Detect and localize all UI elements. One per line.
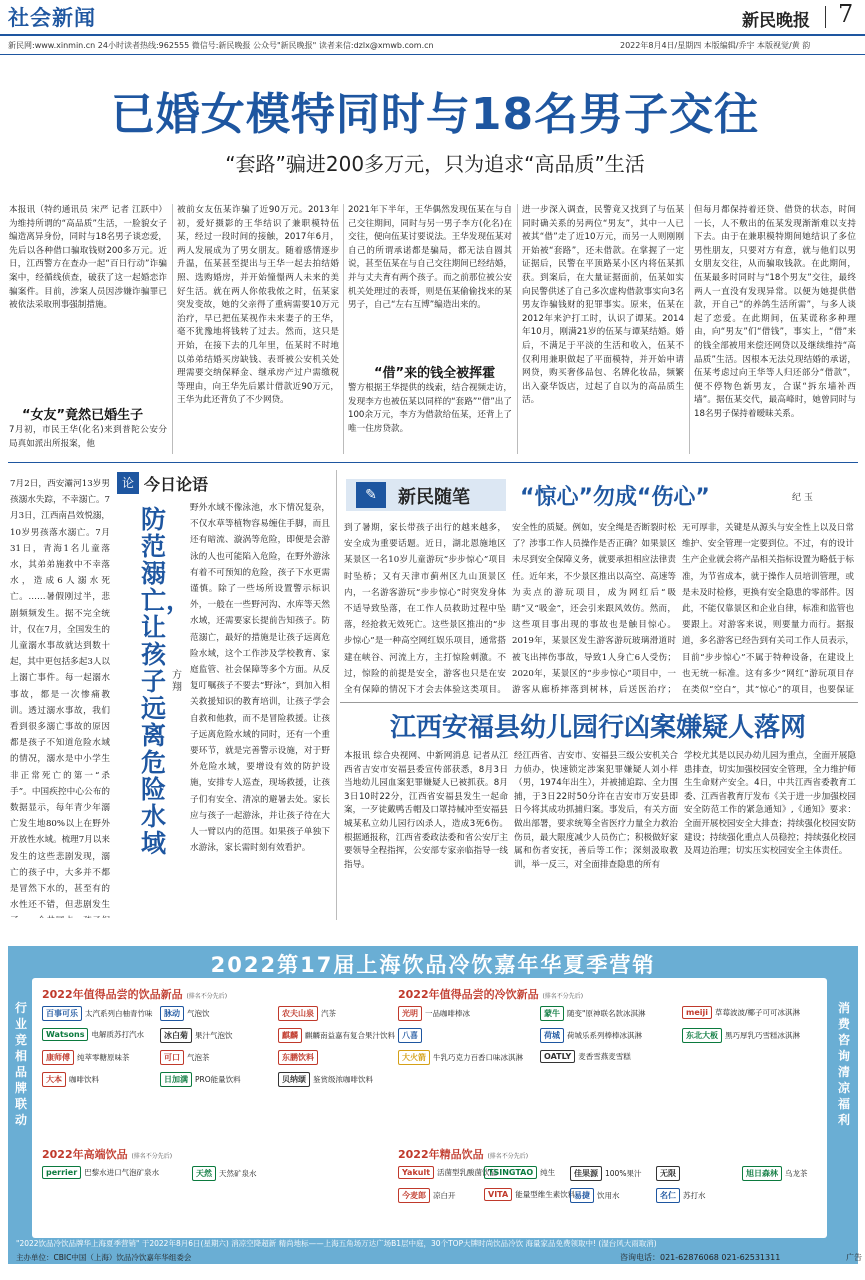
essay-author: 纪 玉 — [792, 493, 813, 503]
product-name: 牛乳巧克力百香口味冰淇淋 — [433, 1053, 523, 1062]
article-column-5: 但每月都保持着还贷、借贷的状态，时间一长，人不敷出的伍某发现渐渐难以支持下去。由于在兼职模特期间她结识了多位男性朋友，只要对方有意，就与他们以男女朋友交往，从而骗取钱款。在此期间，伍某最多时同时与“18个男友”交往，最终两人一直没有发现异常。以便为她提供借款，开自己“的养鸽生活所需”，与多人谈起了恋爱。在此期间，伍某谎称多种理由，向“男友”们“借钱”，事实上，“借”来的钱全部被用来偿还网贷以及继续维持“高品质”生活。因根本无法兑现结婚的承诺，伍某考虑过向王华等人归还部分“借款”，便不停物色新男友，合谋“拆东墙补西墙”。据伍某交代，最高峰时，她曾同时与18名男子保持着暧昧关系。 — [694, 205, 856, 419]
ad-category-heading — [42, 986, 227, 1002]
product-name: 汽茶 — [321, 1009, 336, 1018]
product-name: 鉴赏级浓咖啡饮料 — [313, 1075, 373, 1084]
essay-column-1: 到了暑期，家长带孩子出行的越来越多，安全成为重要话题。近日，湖北恩施地区某景区一名10岁儿童游玩“步步惊心”项目时坠桥；又有天津市蓟州区九山顶景区内，一名游客游玩“步步惊心”时突发身体不适导致坠落，在工作人员救助过程中坠落，经抢救无效死亡。这些景区推出的“步步惊心”是一种高空网红娱乐项目，通常搭建在峡谷、河流上方，主打惊险刺激。不过，惊险的前提是安全，游客也只是在安全有保障的情况下才会去体验这类项目。 — [344, 523, 506, 696]
article-subhead: “套路”骗进200多万元，只为追求“高品质”生活 — [225, 152, 645, 176]
product-name: 草莓波波/椰子可可冰淇淋 — [715, 1008, 801, 1017]
ad-category-note: (排名不分先后) — [487, 1153, 529, 1160]
comment-title: 防范溺亡，让孩子远离危险水域 — [141, 505, 192, 858]
ad-side-slogan-right: 消费咨询 清凉福利 — [837, 1001, 850, 1127]
essay-label: 新民随笔 — [398, 487, 470, 508]
ad-tag: 广告 — [846, 1253, 862, 1262]
ad-product-item — [398, 1188, 456, 1203]
ad-product-item — [540, 1050, 631, 1063]
article-column-3b: 警方根据王华提供的线索，结合视频走访，发现李方也被伍某以同样的“套路”“借”出了100余万元，李方为借款给伍某，还背上了唯一住房贷款。 — [348, 383, 512, 434]
brand-logo: meiji — [682, 1006, 712, 1019]
brand-logo: 大本 — [42, 1072, 66, 1087]
article-headline: 已婚女模特同时与18名男子交往 — [110, 89, 760, 140]
news-column-3: 学校尤其是以民办幼儿园为重点，全面开展隐患排查，切实加强校园安全管理，全力维护师生生命财产安全。4日，中共江西省委教育工委、江西省教育厅发布《关于进一步加强校园安全防范工作的紧急通知》,《通知》要求：全面开展校园安全大排查；持续强化校园安防建设；持续强化重点人员稳控；持续强化校园及周边治理；切实压实校园安全主体责任。 — [684, 751, 856, 857]
ad-phone: 咨询电话：021-62876068 021-62531311 — [620, 1253, 781, 1262]
product-name: 饮用水 — [597, 1191, 620, 1200]
ad-product-item — [278, 1028, 395, 1043]
product-name: 气泡饮 — [187, 1009, 210, 1018]
comment-author: 方翔 — [172, 670, 182, 693]
ad-category-text: 2022年高端饮品 — [42, 1148, 128, 1161]
ad-category-text: 2022年值得品尝的冷饮新品 — [398, 988, 539, 1001]
product-name: 麦香雪燕麦雪糕 — [578, 1052, 631, 1061]
brand-logo: 可口 — [160, 1050, 184, 1065]
ad-product-item — [656, 1166, 683, 1181]
comment-column-1: 7月2日，西安灞河13岁男孩溺水失踪，不幸溺亡。7月3日，江西南昌效悦溺，10岁男孩落水溺亡。7月31日，青海1名儿童落水，其弟弟施救中不幸落水，造成6人溺水死亡。……暑假刚过半，悲剧频频发生。据不完全统计，仅在7月，全国发生的儿童溺水事故就达到数十起，其中更包括多起3人以上溺亡事件。每一起溺水事故，都是一次惨痛教训。透过溺水事故，我们看到很多溺亡事故的原因都是孩子不知道危险水域的情况，溺水是中小学生非正常死亡的第一“杀手”。中国疾控中心公布的数据显示，每年青少年溺亡发生地80%以上在野外开放性水域。梳理7月以来发生的这些悲剧发现，溺亡的孩子中，大多并不都是冒然下水的，甚至有的水性还不错，但悲剧发生 — [10, 479, 110, 911]
ad-product-item — [192, 1166, 257, 1181]
brand-logo: Yakult — [398, 1166, 434, 1179]
article-subheading-1: “女友”竟然已婚生子 — [22, 408, 144, 423]
brand-logo: 脉动 — [160, 1006, 184, 1021]
ad-product-item — [570, 1166, 641, 1181]
ad-side-slogan-left: 行业竞相 品牌联动 — [14, 1001, 27, 1127]
header-rule — [0, 34, 865, 36]
ad-product-item — [682, 1028, 800, 1043]
ad-product-item — [160, 1006, 210, 1021]
column-rule — [172, 204, 173, 454]
brand-logo: 冰白菊 — [160, 1028, 192, 1043]
product-name: 天然矿泉水 — [219, 1169, 257, 1178]
column-rule — [343, 204, 344, 454]
section-rule — [8, 462, 858, 463]
section-name: 社会新闻 — [8, 6, 96, 30]
ad-product-item — [398, 1050, 523, 1065]
product-name: 随变"原神联名款冰淇淋 — [567, 1009, 646, 1018]
comment-column-2: 野外水域不像泳池，水下情况复杂，不仅水草等植物容易缠住手脚，而且还有暗流、漩涡等危险，即便是会游泳的人也可能陷入危险，在野外游泳有着不可预知的危险，孩子下水更需谨慎。除了一些场所设置警示标识外，一般在一些野河沟、水库等天然水域，还需要家长提前告知孩子。防范溺亡，最好的措施是让孩子远离危险水域，这个工作涉及学校教育、家庭监管、社会保障等多个方面。从反复叮嘱孩子不要去“野泳”，到加入相关救援知识的教育培训，让孩子学会自救和他救，而不是冒险救援。让孩子远离危险水域的同时，还有一个重要环节，就是完善警示设施，对于野外危险水域，要增设有效的防护设施，安排专人巡查，现场救援，让孩子们有安全、清凉的避暑去处。家长应与孩子一起游泳，并让孩子待在大人一臂以内的范围。如果孩子单独下水游泳，家长需时刻有效看护。 — [190, 503, 330, 854]
ad-product-item — [540, 1028, 642, 1043]
brand-logo: 贝纳颂 — [278, 1072, 310, 1087]
news-column-1: 本报讯 综合央视网、中新网消息 记者从江西省吉安市安福县委宣传部获悉，8月3日当地幼儿园血案犯罪嫌疑人已被抓获。8月3日10时22分，江西省安福县发生一起命案，一歹徒戴鸭舌帽及口罩持械冲至安福县城某私立幼儿园行凶杀人，造成3死6伤。根据通报称，江西省委政法委和省公安厅主要领导全程指挥，公安部专家亲临指导一线指导。 — [344, 751, 508, 870]
ad-product-item — [656, 1188, 706, 1203]
brand-logo: 光明 — [398, 1006, 422, 1021]
brand-logo: 蒙牛 — [540, 1006, 564, 1021]
ad-product-item — [742, 1166, 808, 1181]
paper-name: 新民晚报 — [742, 11, 810, 31]
ad-product-item — [42, 1166, 159, 1179]
brand-logo: perrier — [42, 1166, 81, 1179]
product-name: 巴黎水进口气泡矿泉水 — [84, 1168, 160, 1177]
date-editor-info: 2022年8月4日/星期四 本版编辑/乔宇 本版视觉/黄 韵 — [620, 41, 811, 50]
brand-logo: Watsons — [42, 1028, 88, 1041]
brand-logo: VITA — [484, 1188, 512, 1201]
ad-product-item — [398, 1028, 425, 1043]
ad-product-item — [484, 1188, 575, 1201]
ad-product-item — [682, 1006, 800, 1019]
article-column-1: 本报讯（特约通讯员 宋严 记者 江跃中）为维持所谓的“高品质”生活，一脸貌女子编造离异身份，同时与18名男子谈恋爱，先后以各种借口骗取钱财200多万元。近日，江西警方在查办一起“百日行动”诈骗案中，经循线侦查，破获了这一起婚恋诈骗案件。目前，涉案人员因涉嫌诈骗罪已被依法采取刑事强制措施。 — [9, 205, 167, 311]
ad-category-text: 2022年值得品尝的饮品新品 — [42, 988, 183, 1001]
ad-product-item — [570, 1188, 620, 1203]
product-name: 电解质苏打汽水 — [91, 1030, 144, 1039]
brand-logo: 康师傅 — [42, 1050, 74, 1065]
article-column-2: 被前女友伍某诈骗了近90万元。2013年初，爱好摄影的王华结识了兼职模特伍某，经过一段时间的接触，2017年6月，两人发展成为了男女朋友。随着感情逐步升温，伍某甚至提出与王华一起去拍结婚照、选购婚房，并开始憧憬两人未来的美好生活。就在两人你侬我侬之时，伍某家突发变故，她的父亲得了重病需要10万元治疗，早已把伍某视作未来妻子的王华，毫不犹豫地将钱转了过去。然而，这只是开始，在接下去的几年里，伍某时不时地以弟弟结婚买房缺钱、表哥被公安机关处理需要交纳保释金、继承房产过户需缴税等理由，向王华先后累计借款近90万元，王华为此还背负了不少网贷。 — [177, 205, 339, 406]
column-rule — [689, 204, 690, 454]
column-label: 今日论语 — [144, 475, 209, 494]
brand-logo: 易捷 — [570, 1188, 594, 1203]
news-headline: 江西安福县幼儿园行凶案嫌疑人落网 — [389, 713, 806, 743]
page-number: 7 — [838, 0, 854, 28]
brand-logo: 八喜 — [398, 1028, 422, 1043]
ad-product-item — [160, 1050, 210, 1065]
article-column-4: 进一步深入调查，民警竟又找到了与伍某同时确关系的另两位“男友”，其中一人已被其“借”走了近10万元，而另一人则刚刚开始被“套路”，还未借款。在掌握了一定证据后，民警在平顶路某小区内将伍某抓获。到案后，在大量证据面前，伍某如实向民警供述了自己多次虚构借款事实向3名男友诈骗钱财的犯罪事实。原来，伍某在2012年来沪打工时，认识了谭某。2014年10月，刚满21岁的伍某与谭某结婚。婚后，不满足于平淡的生活和收入，伍某不仅利用兼职做起了平面模特，并开始申请网贷，购买奢侈品包、名牌化妆品，频繁出入豪华饭店，过起了自以为的高品质生活。 — [522, 205, 684, 406]
product-name: 一品咖啡棒冰 — [425, 1009, 470, 1018]
brand-logo: 荷城 — [540, 1028, 564, 1043]
ad-organizer: 主办单位：CBIC中国（上海）饮品冷饮嘉年华组委会 — [16, 1253, 192, 1262]
brand-logo: 日加满 — [160, 1072, 192, 1087]
ad-title: 2022第17届上海饮品冷饮嘉年华夏季营销 — [210, 953, 656, 977]
ad-product-item — [160, 1072, 241, 1087]
product-name: 能量型维生素饮料 — [515, 1190, 576, 1199]
ad-product-item — [278, 1006, 336, 1021]
ad-product-item — [42, 1072, 99, 1087]
product-name: 荷城乐系列棒棒冰淇淋 — [567, 1031, 642, 1040]
masthead-info: 新民网:www.xinmin.cn 24小时读者热线:962555 微信号:新民晚报 公众号"新民晚报" 读者来信:dzlx@xmwb.com.cn — [8, 41, 434, 50]
essay-column-3: 无可厚非，关键是从源头与安全性上以及日常维护、安全管理一定要到位。不过，有的设计生产企业就会将产品相关指标设置为略低于标准，为节省成本，就于操作人员培训管理，或是未及时检修，更换有安全隐患的零部件。因此，不能仅靠景区和企业自律，标准和监管也要跟上。对游客来说，则要量力而行。据报道，多名游客已经告到有关司工作人员表示，目前“步步惊心”不属于特种设备，在建设上也无统一标准。这有多少“网红”游玩项目存在类似“空白”，其“惊心”的项目，也要保证 — [682, 523, 854, 696]
product-name: 气泡茶 — [187, 1053, 210, 1062]
product-name: 苏打水 — [683, 1191, 706, 1200]
brand-logo: 天然 — [192, 1166, 216, 1181]
ad-category-note: (排名不分先后) — [186, 993, 228, 1000]
product-name: 麒麟南益嘉有复合果汁饮料 — [305, 1031, 395, 1040]
news-column-2: 经江西省、吉安市、安福县三级公安机关合力侦办，快速锁定涉案犯罪嫌疑人刘小样（男，1974年出生），并被捕追踪、全力围捕，于3日22时50分许在吉安市万安县即日今将其成功抓捕归案。事发后，有关方面做出部署，要求统筹全省医疗力量全力救治伤员，最大限度减少人员伤亡；积极做好家属和伤者安抚，善后等工作；深刻汲取教训，举一反三，对全面排查隐患的所有 — [514, 751, 678, 870]
product-name: 乌龙茶 — [785, 1169, 808, 1178]
product-name: 果汁气泡饮 — [195, 1031, 233, 1040]
brand-logo: 百事可乐 — [42, 1006, 82, 1021]
brand-logo: 农夫山泉 — [278, 1006, 318, 1021]
article-column-1b: 7月初，市民王华(化名)来到普陀公安分局真如派出所报案，他 — [9, 425, 167, 449]
header-divider — [825, 6, 826, 28]
ad-event-notice: "2022饮品冷饮品牌华上海夏季营销" 于2022年8月6日(星期六) 消凉空降超新 精尚地标——上海五角场万达广场B1层中庭，30个TOP大牌时尚饮品冷饮 海量家品免费领取中! (湿台风大雨取消) — [16, 1239, 657, 1248]
product-name: 凉白开 — [433, 1191, 456, 1200]
ad-product-item — [278, 1050, 321, 1065]
product-name: 咖啡饮料 — [69, 1075, 99, 1084]
ad-product-item — [398, 1166, 497, 1179]
article-column-3: 2021年下半年，王华偶然发现伍某在与自己交往期间，同时与另一男子李方(化名)在交往，便向伍某讨要说法。王华发现伍某对自己的所谓承诺都是骗局，都无法自圆其说，甚至伍某在与自己交往期间已经结婚，并与丈夫育有两个孩子。而之前那位被公安机关处理过的表哥，则是伍某偷偷找来的某男子，自己“左右互博”编造出来的。 — [348, 205, 512, 311]
column-rule — [517, 204, 518, 454]
brand-logo: 东鹏饮料 — [278, 1050, 318, 1065]
brand-logo: 名仁 — [656, 1188, 680, 1203]
ad-category-text: 2022年精品饮品 — [398, 1148, 484, 1161]
ad-category-heading — [398, 1146, 528, 1162]
column-rule — [336, 470, 337, 920]
brand-logo: 大火箭 — [398, 1050, 430, 1065]
ad-category-heading — [42, 1146, 172, 1162]
product-name: 100%果汁 — [605, 1169, 642, 1178]
pen-icon: ✎ — [356, 482, 386, 508]
ad-product-item — [484, 1166, 555, 1179]
section-rule — [340, 702, 858, 703]
ad-category-note: (排名不分先后) — [131, 1153, 173, 1160]
brand-logo: TSINGTAO — [484, 1166, 537, 1179]
product-name: 纯生 — [540, 1168, 556, 1177]
essay-column-2: 安全性的质疑。例如，安全绳是否断裂时松了？涉事工作人员操作是否正确？如果景区未尽到安全保障义务，就要承担相应法律责任。近年来，不少景区推出以高空、高速等为卖点的游玩项目，成为网红后“吸睛”又“吸金”，还会引来跟风效仿。然而，这些项目事出现的事故也是触目惊心。2019年，某景区发生游客游玩玻璃滑道时被飞出摔伤事故，导致1人身亡6人受伤；2020年，某景区的“步步惊心”项目中，一游客从廊桥摔落到树林，后送医治疗； — [512, 523, 676, 696]
ad-product-item — [278, 1072, 373, 1087]
brand-logo: 麒麟 — [278, 1028, 302, 1043]
brand-logo: 今麦郎 — [398, 1188, 430, 1203]
ad-product-item — [42, 1028, 144, 1041]
info-rule — [0, 54, 865, 55]
brand-logo: 佳果源 — [570, 1166, 602, 1181]
article-subheading-2: “借”来的钱全被挥霍 — [374, 366, 496, 381]
product-name: 黑巧厚乳巧雪糕冰淇淋 — [725, 1031, 800, 1040]
essay-title: “惊心”勿成“伤心” — [520, 485, 710, 510]
brand-logo: 旭日森林 — [742, 1166, 782, 1181]
product-name: 纯萃零糖原味茶 — [77, 1053, 130, 1062]
ad-category-note: (排名不分先后) — [542, 993, 584, 1000]
brand-logo: 无限 — [656, 1166, 680, 1181]
ad-category-heading — [398, 986, 583, 1002]
product-name: 活菌型乳酸菌饮品 — [437, 1168, 498, 1177]
ad-product-item — [398, 1006, 470, 1021]
speech-bubble-icon: 论 — [117, 472, 139, 494]
ad-product-item — [42, 1050, 130, 1065]
brand-logo: 东北大板 — [682, 1028, 722, 1043]
ad-product-item — [540, 1006, 645, 1021]
brand-logo: OATLY — [540, 1050, 575, 1063]
ad-product-item — [160, 1028, 233, 1043]
ad-product-item — [42, 1006, 153, 1021]
product-name: PRO能量饮料 — [195, 1075, 241, 1084]
product-name: 太汽系列白柚青竹味 — [85, 1009, 153, 1018]
